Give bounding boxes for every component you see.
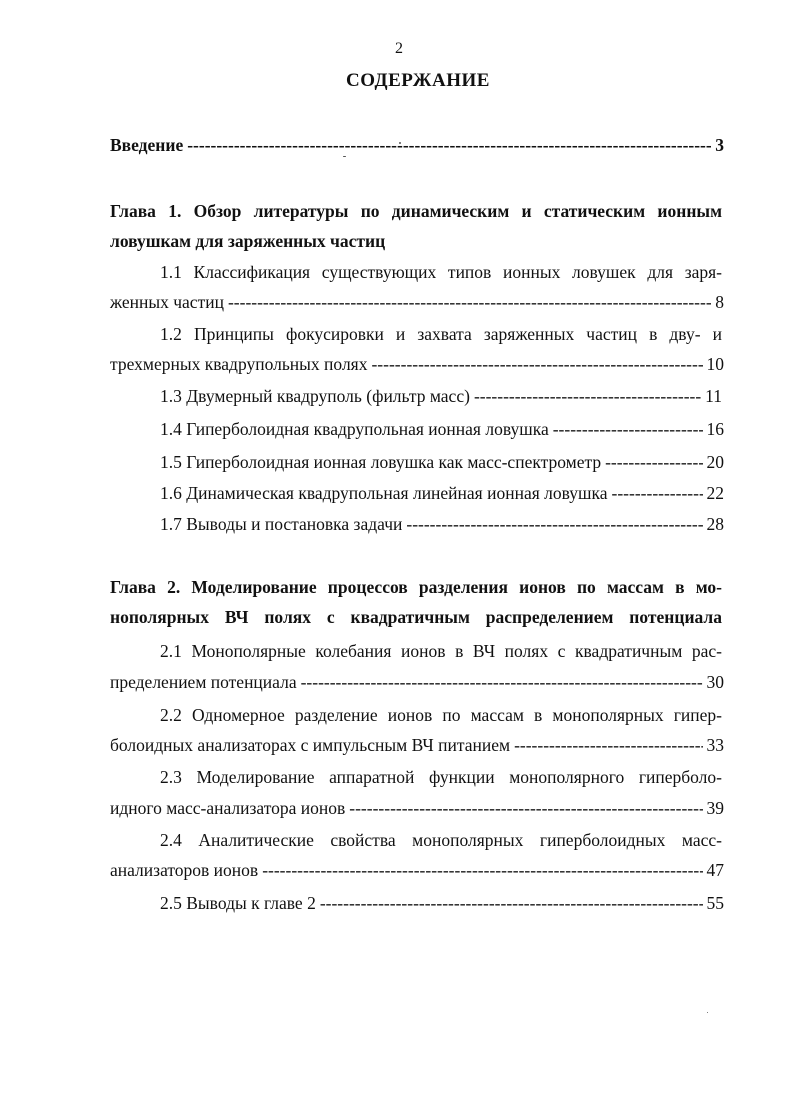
toc-item-1-1-page: 8 — [715, 292, 724, 312]
toc-item-2-2-line1: 2.2 Одномерное разделение ионов по массам в монополярных гипер- — [160, 705, 722, 725]
toc-leader — [349, 797, 702, 819]
toc-intro — [110, 134, 724, 156]
toc-leader — [228, 291, 711, 313]
toc-item-2-5 — [160, 892, 724, 914]
scan-speck — [707, 1012, 708, 1013]
toc-item-1-5-page: 20 — [706, 452, 724, 472]
toc-item-1-4-page: 16 — [706, 419, 724, 439]
toc-item-1-2-line1: 1.2 Принципы фокусировки и захвата заряженных частиц в дву- и — [160, 324, 722, 344]
toc-intro-label: Введение — [110, 135, 184, 155]
scan-speck — [399, 142, 401, 144]
toc-leader — [187, 134, 711, 156]
toc-leader — [612, 482, 703, 504]
toc-item-1-7-label: 1.7 Выводы и постановка задачи — [160, 514, 403, 534]
chapter1-heading-line1: Глава 1. Обзор литературы по динамическим и статическим ионным — [110, 201, 722, 221]
toc-item-1-5 — [160, 451, 724, 473]
toc-item-1-2 — [110, 353, 724, 375]
toc-item-2-3 — [110, 797, 724, 819]
toc-item-1-7 — [160, 513, 724, 535]
toc-item-2-4-line2: анализаторов ионов — [110, 860, 259, 880]
toc-item-1-1-line2: женных частиц — [110, 292, 224, 312]
toc-item-1-7-page: 28 — [706, 514, 724, 534]
toc-leader — [553, 418, 703, 440]
toc-item-1-2-page: 10 — [706, 354, 724, 374]
toc-leader — [320, 892, 703, 914]
toc-item-2-5-page: 55 — [706, 893, 724, 913]
chapter2-heading-line2: нополярных ВЧ полях с квадратичным распределением потенциала — [110, 607, 722, 627]
toc-leader — [301, 671, 703, 693]
toc-item-1-3-label: 1.3 Двумерный квадруполь (фильтр масс) — [160, 386, 470, 406]
toc-item-2-1-page: 30 — [706, 672, 724, 692]
toc-item-1-6-page: 22 — [706, 483, 724, 503]
toc-item-1-3-page: 11 — [705, 386, 722, 406]
toc-intro-page: 3 — [715, 135, 724, 155]
toc-item-2-3-line2: идного масс-анализатора ионов — [110, 798, 346, 818]
toc-item-1-2-line2: трехмерных квадрупольных полях — [110, 354, 368, 374]
toc-leader — [605, 451, 702, 473]
page-title: СОДЕРЖАНИЕ — [346, 70, 490, 91]
scan-speck — [343, 156, 346, 157]
toc-leader — [262, 859, 702, 881]
toc-item-2-2-line2: болоидных анализаторах с импульсным ВЧ питанием — [110, 735, 511, 755]
toc-leader — [406, 513, 702, 535]
toc-item-2-3-line1: 2.3 Моделирование аппаратной функции монополярного гиперболо- — [160, 767, 722, 787]
page-number: 2 — [395, 40, 403, 57]
toc-item-1-6 — [160, 482, 724, 504]
toc-item-2-5-label: 2.5 Выводы к главе 2 — [160, 893, 316, 913]
toc-item-2-1-line1: 2.1 Монополярные колебания ионов в ВЧ полях с квадратичным рас- — [160, 641, 722, 661]
toc-item-2-1-line2: пределением потенциала — [110, 672, 297, 692]
toc-leader — [371, 353, 702, 375]
toc-item-2-4 — [110, 859, 724, 881]
toc-item-2-1 — [110, 671, 724, 693]
toc-item-2-2 — [110, 734, 724, 756]
toc-item-1-3 — [160, 385, 722, 407]
toc-item-1-5-label: 1.5 Гиперболоидная ионная ловушка как масс-спектрометр — [160, 452, 602, 472]
chapter1-heading-line2: ловушкам для заряженных частиц — [110, 231, 386, 251]
toc-leader — [474, 385, 701, 407]
toc-item-1-4 — [160, 418, 724, 440]
toc-item-1-1-line1: 1.1 Классификация существующих типов ионных ловушек для заря- — [160, 262, 722, 282]
toc-item-1-4-label: 1.4 Гиперболоидная квадрупольная ионная ловушка — [160, 419, 549, 439]
toc-item-1-1 — [110, 291, 724, 313]
toc-leader — [514, 734, 702, 756]
chapter2-heading-line1: Глава 2. Моделирование процессов разделения ионов по массам в мо- — [110, 577, 722, 597]
toc-item-2-4-line1: 2.4 Аналитические свойства монополярных гиперболоидных масс- — [160, 830, 722, 850]
toc-item-1-6-label: 1.6 Динамическая квадрупольная линейная ионная ловушка — [160, 483, 608, 503]
toc-item-2-2-page: 33 — [706, 735, 724, 755]
toc-item-2-4-page: 47 — [706, 860, 724, 880]
toc-item-2-3-page: 39 — [706, 798, 724, 818]
